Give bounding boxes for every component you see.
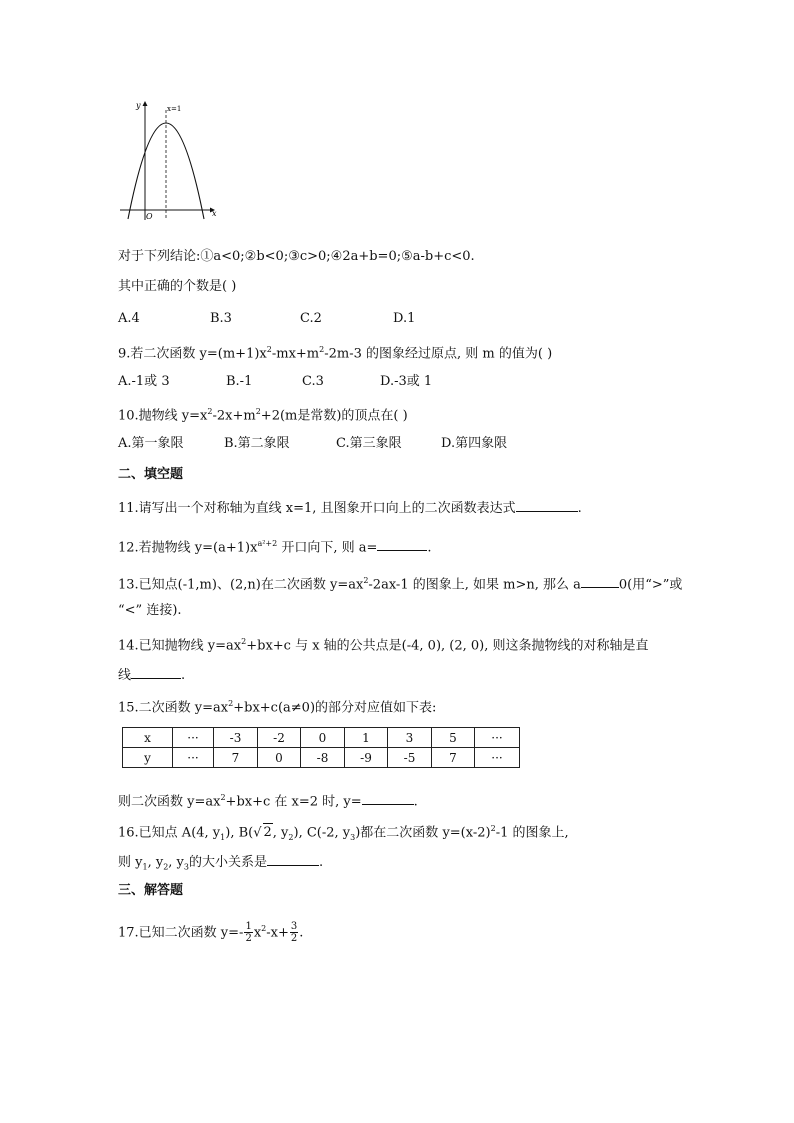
q16-answer-blank[interactable]	[267, 851, 319, 866]
table-cell: ···	[173, 748, 214, 768]
q14-question-line1: 14.已知抛物线 $y=ax^2+bx+c$ 与 x 轴的公共点是(-4, 0), (2, 0), 则这条抛物线的对称轴是直	[118, 637, 649, 654]
q10-question: 10.抛物线 $y=x^2-2x+m^2+2(m$是常数)的顶点在( )	[118, 407, 408, 424]
q10-option-a: A.第一象限	[118, 436, 184, 451]
q14-answer-blank[interactable]	[131, 664, 181, 679]
x-axis-label: x	[212, 209, 217, 218]
q9-option-a: A.-1或 3	[118, 374, 170, 389]
q16-question-line1: 16.已知点 A(4, $y_1$), B(√ 2, $y_2$), C(-2, $y_3$)都在二次函数 $y=(x-2)^2-1$ 的图象上,	[118, 824, 569, 842]
y-axis-label: y	[136, 101, 141, 110]
table-cell: 0	[258, 748, 301, 768]
table-cell: 7	[432, 748, 475, 768]
table-cell: ···	[475, 748, 520, 768]
q8-option-c: C.2	[300, 311, 322, 326]
q15-value-table	[122, 727, 520, 768]
table-cell: 5	[432, 728, 475, 748]
table-cell: ···	[475, 728, 520, 748]
q11-question: 11.请写出一个对称轴为直线 x=1, 且图象开口向上的二次函数表达式 .	[118, 497, 582, 518]
q11-answer-blank[interactable]	[516, 497, 578, 512]
table-cell: -9	[345, 748, 388, 768]
q10-option-d: D.第四象限	[441, 436, 508, 451]
q9-option-c: C.3	[302, 374, 324, 389]
q13-question-line1: 13.已知点(-1,m)、(2,n)在二次函数 $y=ax^2-2ax-1$ 的图象上, 如果 m>n, 那么 a 0(用“>”或	[118, 572, 682, 594]
table-row-y	[123, 748, 520, 768]
fraction-one-half: $\frac{1}{2}$	[245, 921, 252, 945]
q16-question-line2: 则 $y_1$, $y_2$, $y_3$的大小关系是 .	[118, 851, 323, 877]
q15-question: 15.二次函数 $y=ax^2+bx+c(a\ne 0)$的部分对应值如下表:	[118, 699, 437, 716]
q15-answer-blank[interactable]	[362, 790, 414, 805]
q9-option-b: B.-1	[226, 374, 253, 389]
q8-question: 其中正确的个数是( )	[118, 279, 237, 294]
table-cell: ···	[173, 728, 214, 748]
q9-option-d: D.-3或 1	[380, 374, 433, 389]
origin-label: O	[146, 212, 153, 221]
y-axis-arrow	[143, 101, 148, 106]
q8-conclusions: 对于下列结论:①a<0;②b<0;③c>0;④2a+b=0;⑤a-b+c<0.	[118, 249, 475, 264]
parabola-graph	[118, 96, 222, 224]
q8-option-a: A.4	[118, 311, 140, 326]
q8-option-d: D.1	[393, 311, 416, 326]
table-row-x	[123, 728, 520, 748]
table-cell: y	[123, 748, 173, 768]
section-heading-solve: 三、解答题	[118, 883, 184, 898]
q12-answer-blank[interactable]	[377, 536, 427, 551]
table-cell: 0	[301, 728, 345, 748]
table-cell: 1	[345, 728, 388, 748]
table-cell: -8	[301, 748, 345, 768]
q10-option-c: C.第三象限	[336, 436, 402, 451]
fraction-three-halves: $\frac{3}{2}$	[290, 921, 298, 945]
table-cell: x	[123, 728, 173, 748]
table-cell: -2	[258, 728, 301, 748]
q9-question: 9.若二次函数 $y=(m+1)x^2-mx+m^2-2m-3$ 的图象经过原点, 则 m 的值为( )	[118, 345, 553, 362]
q14-question-line2: 线 .	[118, 664, 185, 685]
section-heading-fill-blank: 二、填空题	[118, 467, 184, 482]
q17-question: 17.已知二次函数 y=- $\frac{1}{2}$ $x^2-x+$ $\frac{3}{2}$ .	[118, 921, 304, 945]
table-cell: -5	[388, 748, 432, 768]
table-cell: 7	[214, 748, 258, 768]
q8-option-b: B.3	[210, 311, 232, 326]
table-cell: 3	[388, 728, 432, 748]
q15-followup: 则二次函数 $y=ax^2+bx+c$ 在 x=2 时, y= .	[118, 789, 418, 811]
q13-question-line2: “<” 连接).	[118, 603, 182, 618]
q13-answer-blank[interactable]	[581, 573, 619, 588]
q12-question: 12.若抛物线 $y=(a+1)x^{a^2+2}$ 开口向下, 则 a= .	[118, 535, 432, 557]
table-cell: -3	[214, 728, 258, 748]
q10-option-b: B.第二象限	[224, 436, 290, 451]
symmetry-axis-label: x=1	[167, 105, 182, 113]
